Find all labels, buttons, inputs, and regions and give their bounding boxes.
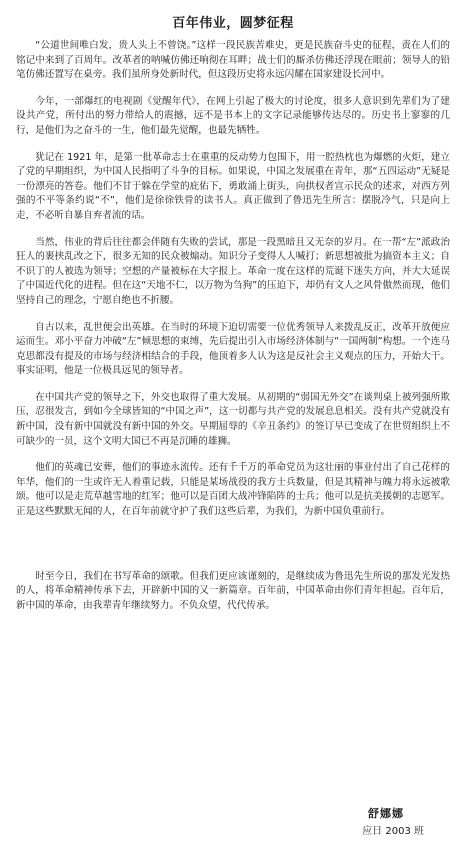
paragraph-1: “公道世间唯白发，贵人头上不曾饶。”这样一段民族苦难史，更是民族奋斗史的征程，责在人们的铭记中来到了百周年。改革者的呐喊仿佛还响彻在耳畔；战士们的厮杀仿佛还浮现在眼前；领导人的铅笔仿佛还置写在桌旁。我们虽所身处新时代，但这段历史将永远闪耀在国家建设长河中。 [16,40,450,81]
paragraph-2: 今年，一部爆红的电视剧《觉醒年代》，在网上引起了极大的讨论度，很多人意识到先辈们为了建设共产党，所付出的努力带给人的震撼，远不是书本上的文字记录能够传达尽的。历史书上寥寥的几行，是他们为之奋斗的一生，他们最先觉醒，也最先牺牲。 [16,95,450,136]
author-class: 应日 2003 班 [362,826,424,837]
paragraph-7: 他们的英魂已安葬，他们的事迹永流传。还有千千万的革命党员为这壮丽的事业付出了自己花样的年华，他们的一生或许无人着重记载，只能是某场战役的我方士兵数量，但是其精神与魄力将永远被歌颂。他可以是走荒草越雪地的红军；他可以是百团大战冲锋陷阵的士兵；他可以是抗美援朝的志愿军。正是这些默默无闻的人，在百年前就守护了我们这些后辈，为我们，为新中国负重前行。 [16,462,450,518]
document-title: 百年伟业，圆梦征程 [172,16,294,31]
paragraph-4: 当然，伟业的背后往往都会伴随有失败的尝试，那是一段黑暗且又无奈的岁月。在一帮“左”派政治狂人的裹挟乱改之下，很多无知的民众被煽动。知识分子变得人人喊打；新思想被批为搞资本主义；自不识丁的人被选为领导；空想的产量被标在大字报上。革命一度在这样的荒诞下迷失方向，并大大延误了中国近代化的进程。但在这“天地不仁，以万物为刍狗”的压迫下，却仍有文人之风骨傲然而现，他们坚持自己的理念，宁愿自绝也不折腰。 [16,236,450,306]
author-signature: 舒娜娜 [368,807,404,820]
paragraph-6: 在中国共产党的领导之下，外交也取得了重大发展。从初期的“弱国无外交”在谈判桌上被列强所欺压，忍很发言，到如今全球皆知的“中国之声”，这一切都与共产党的发展息息相关。没有共产党就没有新中国，没有新中国就没有新中国的外交。早期屈辱的《辛丑条约》的签订早已变成了在世贸组织上不可缺少的一员，这个文明大国已不再是沉睡的雄狮。 [16,391,450,447]
closing-paragraph: 时至今日，我们在书写革命的颂歌。但我们更应该谨刻的，是继续成为鲁迅先生所说的那发光发热的人，将革命精神传承下去，开辟新中国的又一新篇章。百年前，中国革命由你们青年担起。百年后，新中国的革命，由我辈青年继续努力。不负众望，代代传承。 [16,570,450,611]
paragraph-3: 犹记在 1921 年，是第一批革命志士在重重的反动势力包围下，用一腔热枕也为爆燃的火炬，建立了党的早期组织，为中国人民指明了斗争的目标。如果说，中国之发展重在青年，那“五四运动”无疑是一份漂亮的答卷。他们不甘于躲在学堂的庇佑下，勇敢涌上街头，向拱权者宣示民众的述求，对西方列强的不平等条约说“不”，他们是徐徐铁骨的读书人。真正做到了鲁迅先生所言：摆脱冷气，只是向上走，不必听自暴自弃者流的话。 [16,151,450,221]
paragraph-5: 自古以来，乱世便会出英雄。在当时的环境下迫切需要一位优秀领导人来拨乱反正，改革开放便应运而生。邓小平奋力冲破“左”倾思想的束缚，先后提出引入市场经济体制与“一国两制”构想。一个连马克思都没有提及的市场与经济相结合的手段，他顶着多人认为这是反社会主义观点的压力，开始大干。事实证明，他是一位极具远见的领导者。 [16,321,450,377]
